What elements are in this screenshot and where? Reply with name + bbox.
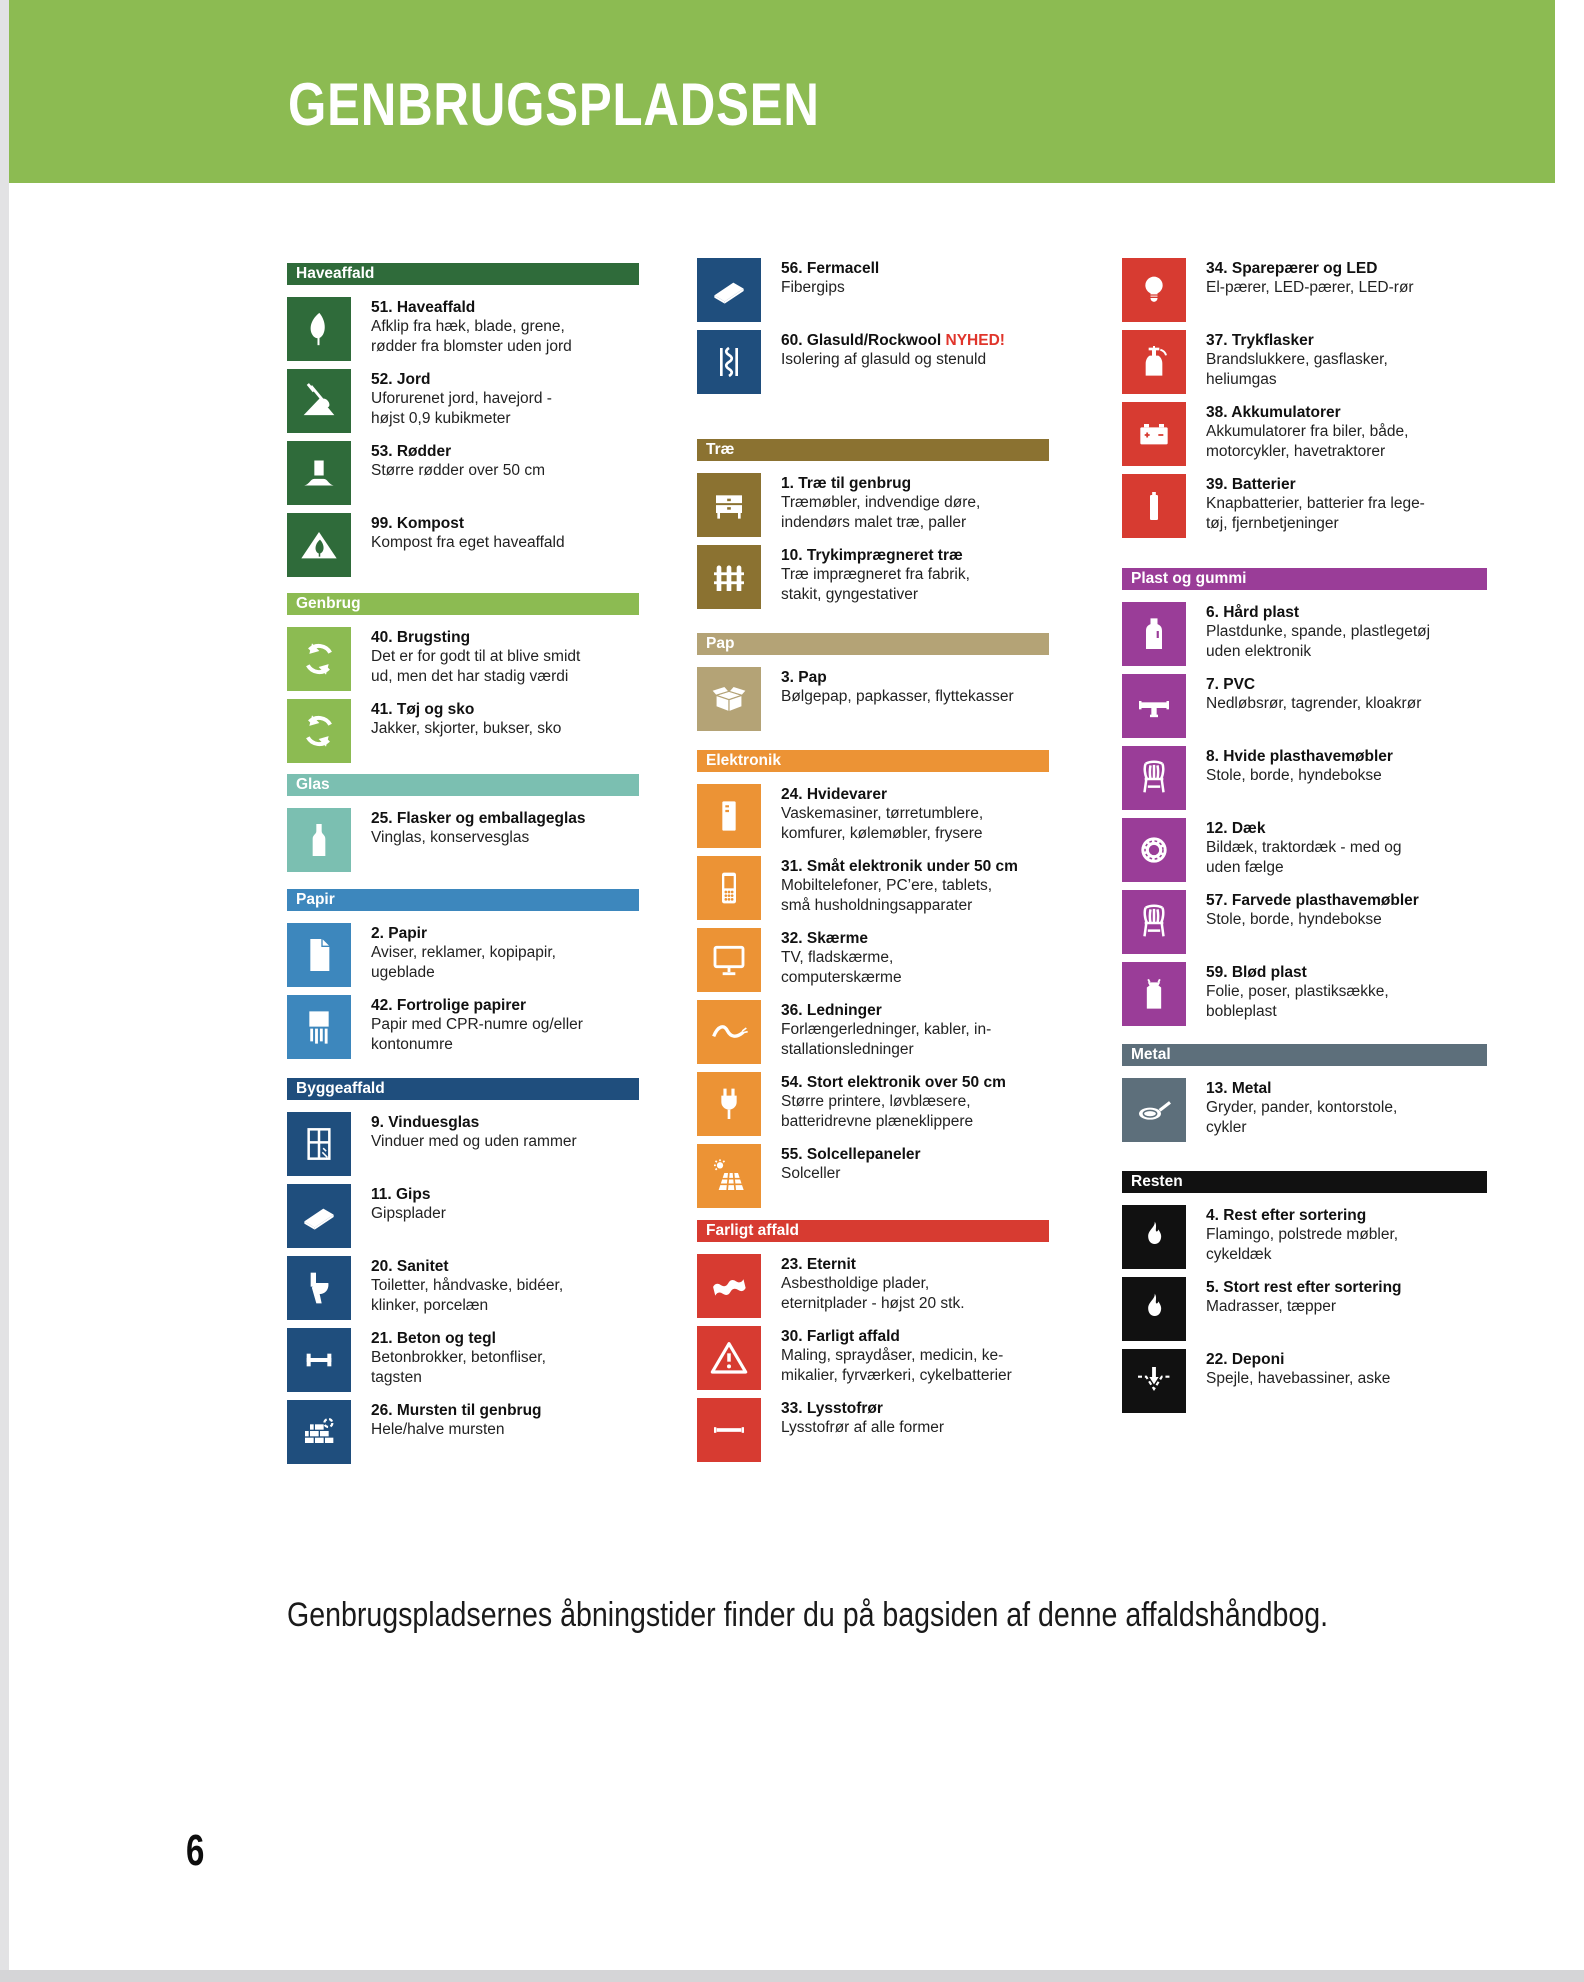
list-item — [1122, 258, 1487, 322]
item-description-line: Træmøbler, indvendige døre, — [781, 494, 981, 511]
list-item — [1122, 1078, 1487, 1142]
list-item — [1122, 746, 1487, 810]
column — [1122, 258, 1487, 1421]
item-title: 31. Småt elektronik under 50 cm — [781, 858, 1018, 875]
list-item — [287, 1184, 639, 1248]
item-title: 22. Deponi — [1206, 1351, 1285, 1368]
item-description-line: cykeldæk — [1206, 1245, 1272, 1263]
footer-note: Genbrugspladsernes åbningstider finder du på bagsiden af denne affaldshåndbog. — [287, 1596, 1329, 1634]
item-title: 4. Rest efter sortering — [1206, 1207, 1367, 1224]
item-description-line: El-pærer, LED-pærer, LED-rør — [1206, 279, 1414, 296]
compost-icon — [287, 513, 351, 577]
section-header: Haveaffald — [287, 263, 639, 285]
item-description-line: Madrasser, tæpper — [1206, 1298, 1337, 1315]
item-description-line: ugeblade — [371, 963, 435, 981]
item-title: 20. Sanitet — [371, 1258, 449, 1275]
list-item — [287, 995, 639, 1059]
page-title: GENBRUGSPLADSEN — [288, 71, 820, 138]
toilet-icon — [287, 1256, 351, 1320]
item-description-line: tagsten — [371, 1368, 422, 1386]
item-description-line: rødder fra blomster uden jord — [371, 337, 572, 355]
item-title: 54. Stort elektronik over 50 cm — [781, 1074, 1006, 1091]
item-description-line: Solceller — [781, 1165, 841, 1182]
section-header: Resten — [1122, 1171, 1487, 1193]
list-item — [1122, 674, 1487, 738]
item-title: 57. Farvede plasthavemøbler — [1206, 892, 1419, 909]
item-description-line: Bildæk, traktordæk - med og — [1206, 839, 1402, 856]
item-description-line: uden elektronik — [1206, 642, 1312, 660]
item-title: 25. Flasker og emballageglas — [371, 810, 586, 827]
item-description-line: uden fælge — [1206, 858, 1284, 876]
item-description-line: Betonbrokker, betonfliser, — [371, 1349, 546, 1366]
item-title: 24. Hvidevarer — [781, 786, 887, 803]
list-item — [697, 1072, 1049, 1136]
item-title: 39. Batterier — [1206, 476, 1296, 493]
item-title: 26. Mursten til genbrug — [371, 1402, 542, 1419]
item-title: 36. Ledninger — [781, 1002, 882, 1019]
section-header: Glas — [287, 774, 639, 796]
item-title: 37. Trykflasker — [1206, 332, 1314, 349]
item-title: 13. Metal — [1206, 1080, 1272, 1097]
section-header: Pap — [697, 633, 1049, 655]
section-header: Byggeaffald — [287, 1078, 639, 1100]
item-description-line: Fibergips — [781, 279, 845, 296]
page-number: 6 — [186, 1826, 205, 1875]
insulation-icon — [697, 330, 761, 394]
list-item — [697, 667, 1049, 731]
item-title: 3. Pap — [781, 669, 827, 686]
item-title: 6. Hård plast — [1206, 604, 1300, 621]
recycle-icon — [287, 627, 351, 691]
item-title: 8. Hvide plasthavemøbler — [1206, 748, 1393, 765]
item-description-line: Træ imprægneret fra fabrik, — [781, 566, 970, 583]
item-title: 40. Brugsting — [371, 629, 471, 646]
list-item — [697, 545, 1049, 609]
item-description-line: Flamingo, polstrede møbler, — [1206, 1226, 1399, 1243]
item-description-line: Papir med CPR-numre og/eller — [371, 1016, 583, 1033]
column — [697, 258, 1049, 1470]
carbattery-icon — [1122, 402, 1186, 466]
item-title: 55. Solcellepaneler — [781, 1146, 921, 1163]
list-item — [697, 473, 1049, 537]
item-description-line: indendørs malet træ, paller — [781, 513, 967, 531]
paper-icon — [287, 923, 351, 987]
dresser-icon — [697, 473, 761, 537]
item-title: 99. Kompost — [371, 515, 465, 532]
list-item — [287, 513, 639, 577]
item-title: 60. Glasuld/Rockwool NYHED! — [781, 332, 1005, 349]
jug-icon — [1122, 602, 1186, 666]
header-banner — [9, 0, 1555, 183]
item-description-line: Vinglas, konservesglas — [371, 829, 530, 846]
item-title: 23. Eternit — [781, 1256, 856, 1273]
item-description-line: Toiletter, håndvaske, bidéer, — [371, 1277, 564, 1294]
phone-icon — [697, 856, 761, 920]
item-title: 12. Dæk — [1206, 820, 1266, 837]
item-title: 33. Lysstofrør — [781, 1400, 883, 1417]
list-item — [697, 1000, 1049, 1064]
list-item — [1122, 330, 1487, 394]
solar-icon — [697, 1144, 761, 1208]
item-description-line: tøj, fjernbetjeninger — [1206, 514, 1339, 532]
leaf-icon — [287, 297, 351, 361]
list-item — [1122, 474, 1487, 538]
list-item — [697, 1326, 1049, 1390]
section-header: Metal — [1122, 1044, 1487, 1066]
section-header: Træ — [697, 439, 1049, 461]
item-title: 59. Blød plast — [1206, 964, 1307, 981]
item-description-line: Spejle, havebassiner, aske — [1206, 1370, 1391, 1387]
item-description-line: Stole, borde, hyndebokse — [1206, 767, 1382, 784]
battery-icon — [1122, 474, 1186, 538]
item-description-line: Større rødder over 50 cm — [371, 462, 545, 479]
list-item — [1122, 1349, 1487, 1413]
tire-icon — [1122, 818, 1186, 882]
item-description-line: Vaskemasiner, tørretumblere, — [781, 805, 984, 822]
warning-icon — [697, 1326, 761, 1390]
item-description-line: motorcykler, havetraktorer — [1206, 442, 1386, 460]
item-title: 1. Træ til genbrug — [781, 475, 912, 492]
item-description-line: Akkumulatorer fra biler, både, — [1206, 423, 1409, 440]
section-header: Farligt affald — [697, 1220, 1049, 1242]
item-description-line: klinker, porcelæn — [371, 1296, 489, 1314]
item-description-line: Aviser, reklamer, kopipapir, — [371, 944, 556, 961]
bricks-icon — [287, 1400, 351, 1464]
item-title: 2. Papir — [371, 925, 427, 942]
pipe-icon — [1122, 674, 1186, 738]
item-description-line: Isolering af glasuld og stenuld — [781, 351, 987, 368]
list-item — [287, 1328, 639, 1392]
item-description-line: Asbestholdige plader, — [781, 1275, 930, 1292]
item-description-line: Gryder, pander, kontorstole, — [1206, 1099, 1398, 1116]
window-icon — [287, 1112, 351, 1176]
plate-icon — [287, 1184, 351, 1248]
item-description-line: Brandslukkere, gasflasker, — [1206, 351, 1388, 368]
item-description-line: Mobiltelefoner, PC’ere, tablets, — [781, 877, 993, 894]
fence-icon — [697, 545, 761, 609]
viewer-bottom-edge — [0, 1970, 1584, 1982]
item-description-line: Nedløbsrør, tagrender, kloakrør — [1206, 695, 1422, 712]
list-item — [697, 258, 1049, 322]
item-description-line: Vinduer med og uden rammer — [371, 1133, 577, 1150]
list-item — [287, 627, 639, 691]
cable-icon — [697, 1000, 761, 1064]
section-header: Papir — [287, 889, 639, 911]
item-description-line: Hele/halve mursten — [371, 1421, 505, 1438]
bottle-icon — [287, 808, 351, 872]
list-item — [287, 808, 639, 872]
item-title: 21. Beton og tegl — [371, 1330, 496, 1347]
list-item — [287, 369, 639, 433]
item-title: 53. Rødder — [371, 443, 452, 460]
column — [287, 258, 639, 1472]
item-title: 41. Tøj og sko — [371, 701, 475, 718]
item-title: 10. Trykimprægneret træ — [781, 547, 963, 564]
item-description-line: Maling, spraydåser, medicin, ke- — [781, 1347, 1004, 1364]
bag-icon — [1122, 962, 1186, 1026]
list-item — [1122, 1277, 1487, 1341]
flame-icon — [1122, 1277, 1186, 1341]
item-description-line: Folie, poser, plastiksække, — [1206, 983, 1389, 1000]
list-item — [697, 856, 1049, 920]
item-description-line: Større printere, løvblæsere, — [781, 1093, 971, 1110]
item-description-line: Knapbatterier, batterier fra lege- — [1206, 495, 1425, 512]
deponi-icon — [1122, 1349, 1186, 1413]
list-item — [697, 928, 1049, 992]
list-item — [697, 1254, 1049, 1318]
section-header: Elektronik — [697, 750, 1049, 772]
corrugated-icon — [697, 1254, 761, 1318]
section-header: Genbrug — [287, 593, 639, 615]
box-icon — [697, 667, 761, 731]
item-description-line: heliumgas — [1206, 370, 1277, 388]
plug-icon — [697, 1072, 761, 1136]
chair-icon — [1122, 890, 1186, 954]
item-description-line: Jakker, skjorter, bukser, sko — [371, 720, 562, 737]
item-title: 32. Skærme — [781, 930, 869, 947]
list-item — [1122, 602, 1487, 666]
item-title: 56. Fermacell — [781, 260, 880, 277]
item-description-line: stakit, gyngestativer — [781, 585, 918, 603]
new-badge: NYHED! — [941, 332, 1005, 349]
item-description-line: Gipsplader — [371, 1205, 446, 1222]
list-item — [287, 923, 639, 987]
item-description-line: Stole, borde, hyndebokse — [1206, 911, 1382, 928]
item-description-line: højst 0,9 kubikmeter — [371, 409, 511, 427]
bulb-icon — [1122, 258, 1186, 322]
list-item — [1122, 818, 1487, 882]
item-description-line: komfurer, kølemøbler, frysere — [781, 824, 983, 842]
list-item — [1122, 962, 1487, 1026]
list-item — [697, 330, 1049, 394]
section-header: Plast og gummi — [1122, 568, 1487, 590]
list-item — [697, 784, 1049, 848]
pan-icon — [1122, 1078, 1186, 1142]
list-item — [697, 1398, 1049, 1462]
item-title: 9. Vinduesglas — [371, 1114, 480, 1131]
item-description-line: Det er for godt til at blive smidt — [371, 648, 581, 665]
list-item — [287, 699, 639, 763]
item-title: 38. Akkumulatorer — [1206, 404, 1341, 421]
plate-icon — [697, 258, 761, 322]
list-item — [1122, 890, 1487, 954]
list-item — [287, 1256, 639, 1320]
item-description-line: computerskærme — [781, 968, 902, 986]
list-item — [1122, 1205, 1487, 1269]
item-description-line: små husholdningsapparater — [781, 896, 973, 914]
fridge-icon — [697, 784, 761, 848]
viewer-left-edge — [0, 0, 9, 1982]
list-item — [287, 1112, 639, 1176]
recycle-icon — [287, 699, 351, 763]
extinguisher-icon — [1122, 330, 1186, 394]
item-title: 5. Stort rest efter sortering — [1206, 1279, 1402, 1296]
beam-icon — [287, 1328, 351, 1392]
item-description-line: Plastdunke, spande, plastlegetøj — [1206, 623, 1431, 640]
item-title: 42. Fortrolige papirer — [371, 997, 527, 1014]
item-description-line: Kompost fra eget haveaffald — [371, 534, 565, 551]
flame-icon — [1122, 1205, 1186, 1269]
item-description-line: kontonumre — [371, 1035, 453, 1053]
item-description-line: Lysstofrør af alle former — [781, 1419, 945, 1436]
shovel-icon — [287, 369, 351, 433]
item-title: 52. Jord — [371, 371, 431, 388]
item-description-line: Afklip fra hæk, blade, grene, — [371, 318, 565, 335]
tube-icon — [697, 1398, 761, 1462]
list-item — [287, 441, 639, 505]
item-description-line: eternitplader - højst 20 stk. — [781, 1294, 965, 1312]
shredder-icon — [287, 995, 351, 1059]
item-description-line: Bølgepap, papkasser, flyttekasser — [781, 688, 1014, 705]
item-description-line: bobleplast — [1206, 1002, 1277, 1020]
item-description-line: cykler — [1206, 1118, 1247, 1136]
list-item — [1122, 402, 1487, 466]
item-description-line: ud, men det har stadig værdi — [371, 667, 569, 685]
monitor-icon — [697, 928, 761, 992]
item-description-line: stallationsledninger — [781, 1040, 914, 1058]
item-title: 11. Gips — [371, 1186, 431, 1203]
item-description-line: TV, fladskærme, — [781, 949, 894, 966]
list-item — [287, 1400, 639, 1464]
chair-icon — [1122, 746, 1186, 810]
item-description-line: batteridrevne plæneklippere — [781, 1112, 974, 1130]
list-item — [287, 297, 639, 361]
item-title: 34. Sparepærer og LED — [1206, 260, 1378, 277]
list-item — [697, 1144, 1049, 1208]
item-title: 51. Haveaffald — [371, 299, 476, 316]
item-description-line: Forlængerledninger, kabler, in- — [781, 1021, 992, 1038]
item-title: 7. PVC — [1206, 676, 1256, 693]
item-title: 30. Farligt affald — [781, 1328, 900, 1345]
item-description-line: Uforurenet jord, havejord - — [371, 390, 552, 407]
stump-icon — [287, 441, 351, 505]
item-description-line: mikalier, fyrværkeri, cykelbatterier — [781, 1366, 1012, 1384]
